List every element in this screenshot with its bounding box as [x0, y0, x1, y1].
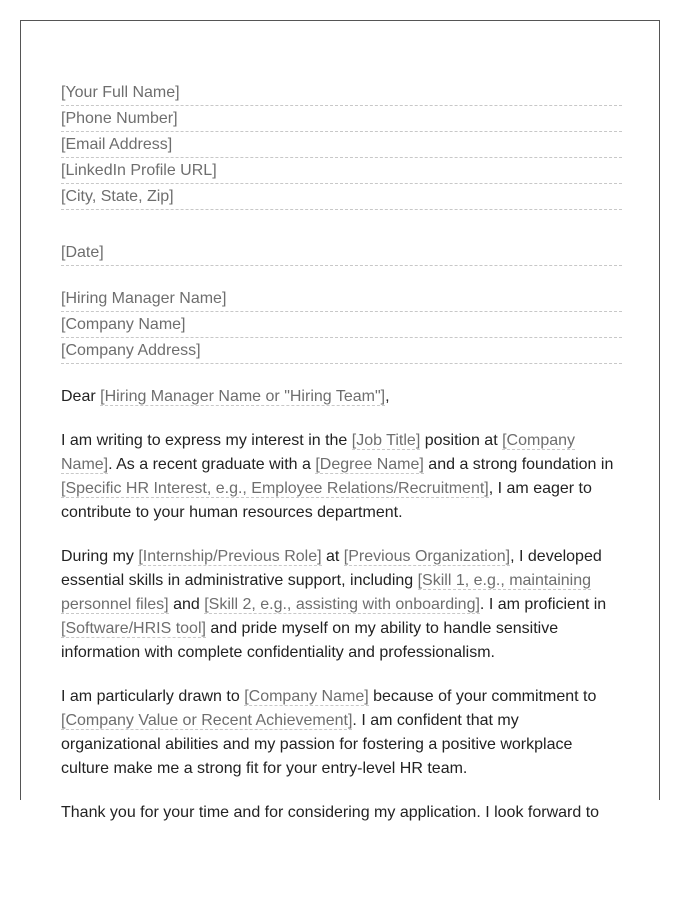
spacer: [61, 211, 622, 241]
paragraph-experience: [61, 545, 622, 665]
salutation-name-placeholder[interactable]: [Hiring Manager Name or "Hiring Team"]: [100, 388, 386, 405]
sender-full-name-field[interactable]: [Your Full Name]: [61, 81, 622, 106]
previous-organization-placeholder[interactable]: [Previous Organization]: [343, 548, 511, 565]
company-value-placeholder[interactable]: [Company Value or Recent Achievement]: [61, 712, 353, 729]
text: . I am confident that my organizational abilities and my passion for fostering a positive workplace culture make me a strong fit for your entry-level HR team.: [61, 712, 573, 777]
previous-role-placeholder[interactable]: [Internship/Previous Role]: [138, 548, 322, 565]
recipient-company-name-field[interactable]: [Company Name]: [61, 313, 622, 338]
paragraph-motivation: [61, 685, 622, 781]
company-name-placeholder[interactable]: [Company Name]: [244, 688, 369, 705]
salutation-suffix: ,: [385, 388, 390, 405]
company-name-placeholder[interactable]: [Company Name]: [61, 432, 576, 473]
recipient-info: [61, 287, 622, 364]
text: I am writing to express my interest in the: [61, 432, 352, 449]
sender-email-field[interactable]: [Email Address]: [61, 133, 622, 158]
recipient-manager-name-field[interactable]: [Hiring Manager Name]: [61, 287, 622, 312]
text: position at: [420, 432, 503, 449]
salutation: [61, 385, 622, 409]
paragraph-closing: [61, 801, 622, 825]
hr-interest-placeholder[interactable]: [Specific HR Interest, e.g., Employee Relations/Recruitment]: [61, 480, 489, 497]
date-field[interactable]: [Date]: [61, 241, 622, 266]
text: During my: [61, 548, 139, 565]
text: , I am eager to contribute to your human resources department.: [61, 480, 592, 521]
text: and: [168, 596, 205, 613]
letter-content: [61, 81, 622, 845]
skill-2-placeholder[interactable]: [Skill 2, e.g., assisting with onboarding]: [204, 596, 480, 613]
cover-letter-page: [20, 20, 660, 821]
text: . I am proficient in: [479, 596, 607, 613]
skill-1-placeholder[interactable]: [Skill 1, e.g., maintaining personnel files]: [61, 572, 592, 613]
sender-info: [61, 81, 622, 210]
degree-name-placeholder[interactable]: [Degree Name]: [315, 456, 424, 473]
text: . As a recent graduate with a: [108, 456, 316, 473]
text: because of your commitment to: [368, 688, 597, 705]
recipient-company-address-field[interactable]: [Company Address]: [61, 339, 622, 364]
text: I am particularly drawn to: [61, 688, 245, 705]
text: , I developed essential skills in administrative support, including: [61, 548, 602, 589]
text: and a strong foundation in: [423, 456, 614, 473]
sender-city-state-zip-field[interactable]: [City, State, Zip]: [61, 185, 622, 210]
sender-linkedin-field[interactable]: [LinkedIn Profile URL]: [61, 159, 622, 184]
paragraph-intro: [61, 429, 622, 525]
spacer: [61, 267, 622, 287]
text: Thank you for your time and for considering my application. I look forward to: [61, 804, 600, 821]
software-tool-placeholder[interactable]: [Software/HRIS tool]: [61, 620, 206, 637]
salutation-prefix: Dear: [61, 388, 101, 405]
job-title-placeholder[interactable]: [Job Title]: [351, 432, 421, 449]
spacer: [61, 365, 622, 385]
text: at: [321, 548, 344, 565]
text: and pride myself on my ability to handle sensitive information with complete confidentiality and professionalism.: [61, 620, 559, 661]
sender-phone-field[interactable]: [Phone Number]: [61, 107, 622, 132]
